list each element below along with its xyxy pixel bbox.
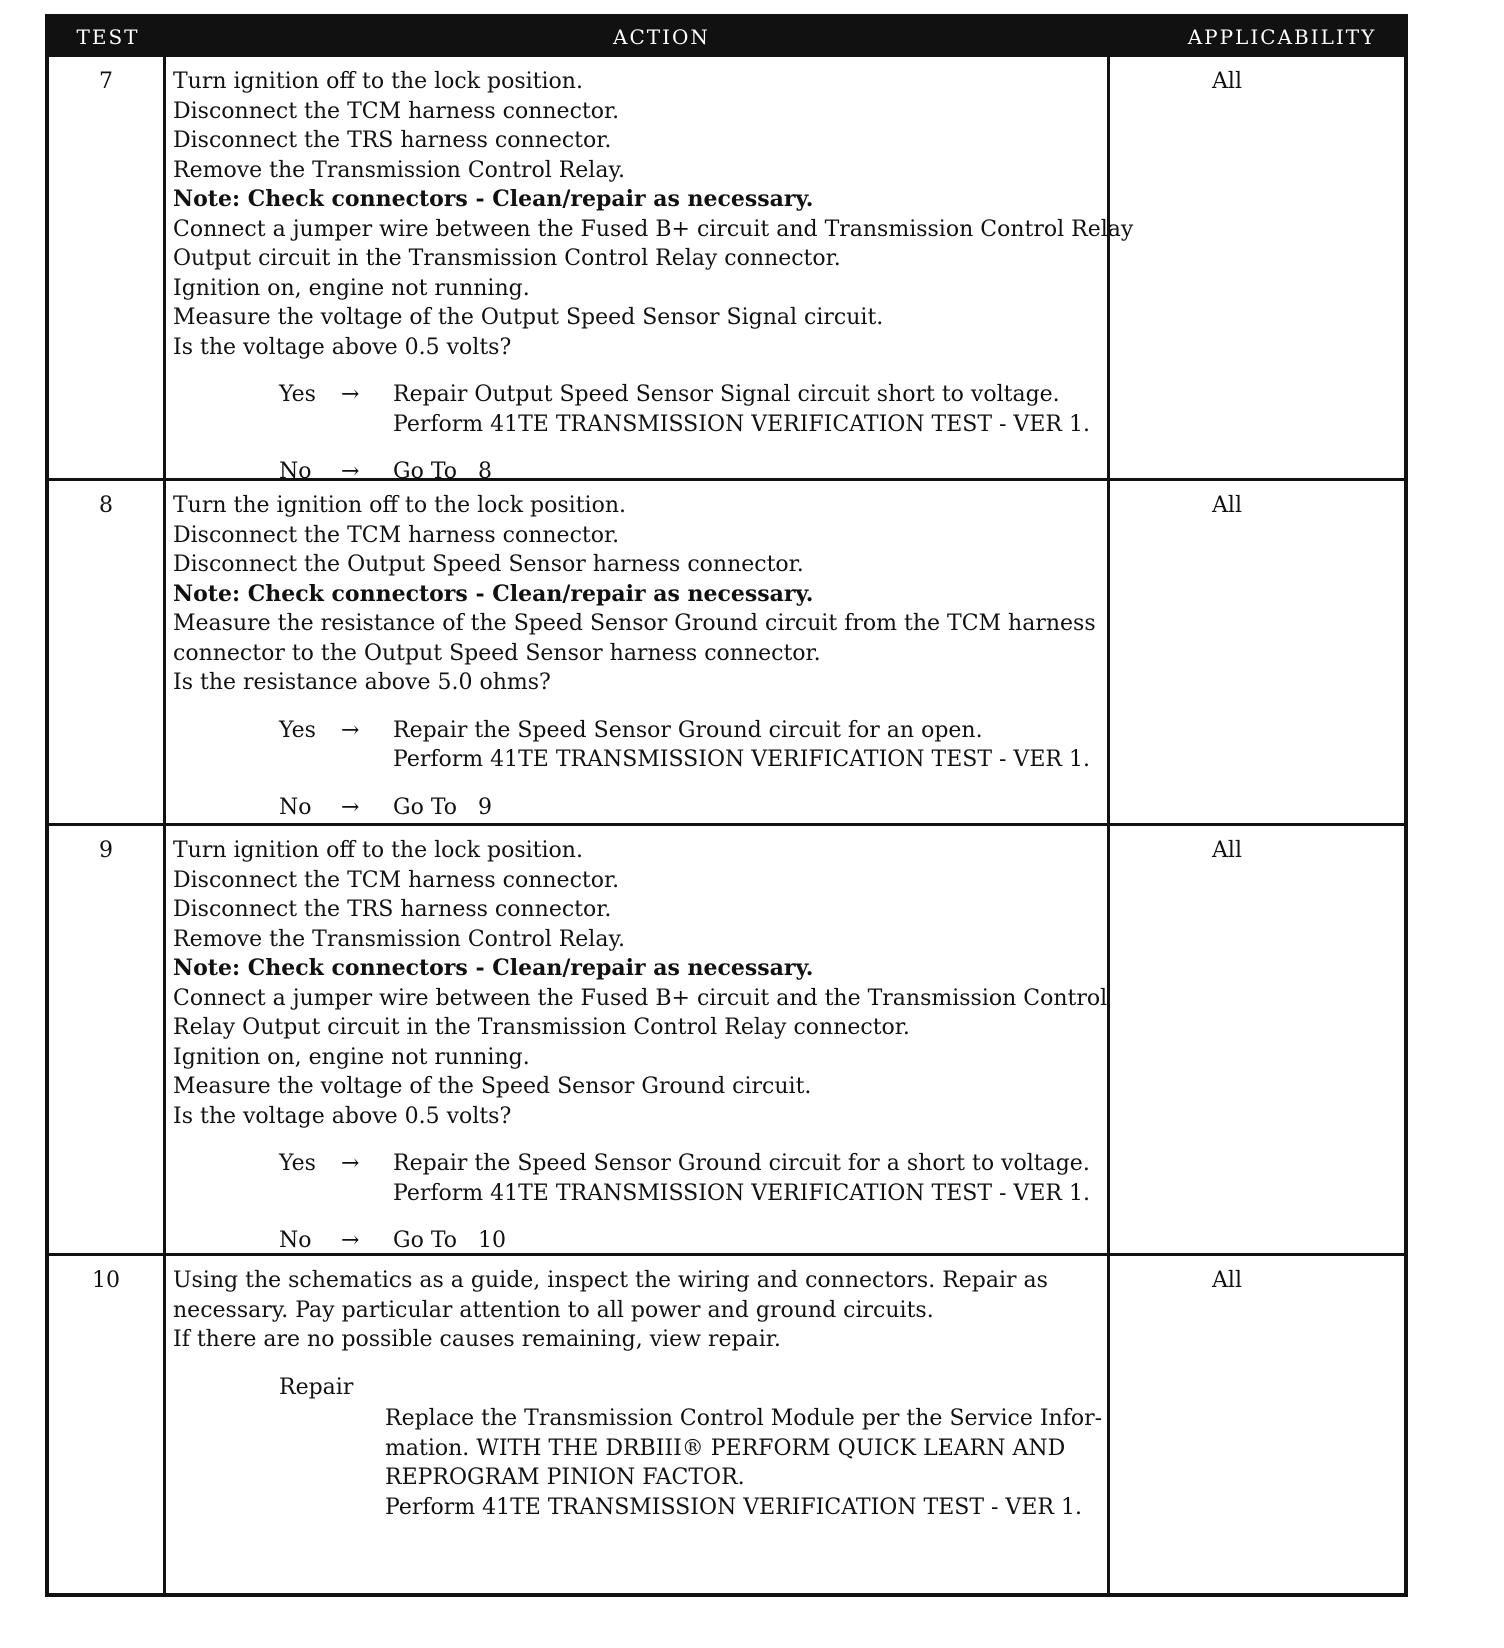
yes-label: Yes bbox=[279, 1151, 316, 1176]
action-line: Disconnect the TRS harness connector. bbox=[173, 897, 612, 922]
table-row bbox=[49, 57, 1404, 484]
action-line: If there are no possible causes remaining, view repair. bbox=[173, 1327, 781, 1352]
repair-line: Perform 41TE TRANSMISSION VERIFICATION TEST - VER 1. bbox=[385, 1494, 1082, 1520]
action-line: necessary. Pay particular attention to all power and ground circuits. bbox=[173, 1297, 934, 1323]
action-line: Disconnect the TCM harness connector. bbox=[173, 98, 620, 124]
action-line: Ignition on, engine not running. bbox=[173, 275, 530, 301]
yes-line: Perform 41TE TRANSMISSION VERIFICATION TEST - VER 1. bbox=[393, 747, 1090, 772]
action-line: Connect a jumper wire between the Fused B+ circuit and Transmission Control Relay bbox=[173, 216, 1134, 242]
table-row bbox=[49, 481, 1404, 823]
action-line: Disconnect the TCM harness connector. bbox=[173, 867, 620, 893]
applicability-cell: All bbox=[1212, 1268, 1242, 1293]
arrow-icon: → bbox=[341, 382, 360, 407]
action-line: Turn ignition off to the lock position. bbox=[173, 838, 583, 863]
arrow-icon: → bbox=[341, 717, 360, 743]
no-text: Go To 10 bbox=[393, 1228, 506, 1253]
action-line: Output circuit in the Transmission Control Relay connector. bbox=[173, 246, 841, 271]
action-cell bbox=[173, 836, 1108, 1256]
repair-line: Replace the Transmission Control Module per the Service Infor- bbox=[385, 1406, 1103, 1431]
arrow-icon: → bbox=[341, 1228, 360, 1253]
note-line: Note: Check connectors - Clean/repair as necessary. bbox=[173, 580, 814, 607]
test-number: 10 bbox=[92, 1268, 120, 1293]
action-cell bbox=[173, 67, 1134, 487]
note-line: Note: Check connectors - Clean/repair as necessary. bbox=[173, 186, 814, 212]
applicability-cell: All bbox=[1212, 838, 1242, 863]
action-line: Remove the Transmission Control Relay. bbox=[173, 926, 625, 952]
yes-label: Yes bbox=[279, 717, 316, 743]
no-label: No bbox=[279, 459, 312, 484]
action-line: Ignition on, engine not running. bbox=[173, 1044, 530, 1070]
action-line: Is the voltage above 0.5 volts? bbox=[173, 334, 512, 360]
yes-line: Perform 41TE TRANSMISSION VERIFICATION TEST - VER 1. bbox=[393, 1180, 1090, 1206]
action-line: Turn ignition off to the lock position. bbox=[173, 69, 583, 94]
no-text: Go To 9 bbox=[393, 794, 492, 820]
action-line: Turn the ignition off to the lock position. bbox=[173, 493, 626, 518]
action-line: Measure the voltage of the Output Speed Sensor Signal circuit. bbox=[173, 305, 884, 330]
arrow-icon: → bbox=[341, 459, 360, 484]
yes-label: Yes bbox=[279, 382, 316, 407]
no-label: No bbox=[279, 794, 312, 820]
yes-response bbox=[279, 716, 1103, 775]
action-line: Is the voltage above 0.5 volts? bbox=[173, 1103, 512, 1129]
action-line: Connect a jumper wire between the Fused B+ circuit and the Transmission Control bbox=[173, 985, 1108, 1011]
table-row bbox=[49, 826, 1404, 1253]
action-line: Is the resistance above 5.0 ohms? bbox=[173, 670, 551, 695]
yes-line: Perform 41TE TRANSMISSION VERIFICATION TEST - VER 1. bbox=[393, 411, 1090, 437]
header-action: ACTION bbox=[613, 25, 710, 49]
yes-response bbox=[279, 1149, 1103, 1208]
yes-response bbox=[279, 380, 1103, 439]
note-line: Note: Check connectors - Clean/repair as necessary. bbox=[173, 955, 814, 981]
table-header bbox=[49, 18, 1404, 57]
yes-line: Repair Output Speed Sensor Signal circuit short to voltage. bbox=[393, 382, 1060, 407]
repair-label: Repair bbox=[279, 1374, 354, 1400]
test-number: 7 bbox=[99, 69, 113, 94]
action-line: connector to the Output Speed Sensor harness connector. bbox=[173, 640, 821, 666]
action-line: Using the schematics as a guide, inspect the wiring and connectors. Repair as bbox=[173, 1268, 1048, 1293]
applicability-cell: All bbox=[1212, 493, 1242, 518]
action-cell bbox=[173, 1266, 1103, 1522]
diagnostic-test-table bbox=[45, 14, 1408, 1597]
action-line: Disconnect the TCM harness connector. bbox=[173, 522, 620, 548]
arrow-icon: → bbox=[341, 794, 360, 820]
test-number: 9 bbox=[99, 838, 113, 863]
action-cell bbox=[173, 491, 1103, 822]
action-line: Measure the resistance of the Speed Sensor Ground circuit from the TCM harness bbox=[173, 611, 1096, 636]
action-line: Measure the voltage of the Speed Sensor Ground circuit. bbox=[173, 1074, 812, 1099]
no-label: No bbox=[279, 1228, 312, 1253]
no-response bbox=[279, 1226, 1103, 1256]
action-line: Relay Output circuit in the Transmission Control Relay connector. bbox=[173, 1015, 910, 1040]
header-applicability: APPLICABILITY bbox=[1187, 25, 1377, 49]
table-row bbox=[49, 1256, 1404, 1558]
no-response bbox=[279, 793, 1103, 823]
repair-line: mation. WITH THE DRBIII® PERFORM QUICK LEARN AND bbox=[385, 1435, 1066, 1461]
action-line: Remove the Transmission Control Relay. bbox=[173, 157, 625, 183]
no-text: Go To 8 bbox=[393, 459, 492, 484]
applicability-cell: All bbox=[1212, 69, 1242, 94]
action-line: Disconnect the TRS harness connector. bbox=[173, 128, 612, 153]
test-number: 8 bbox=[99, 493, 113, 518]
header-test: TEST bbox=[76, 25, 140, 49]
arrow-icon: → bbox=[341, 1151, 360, 1176]
repair-line: REPROGRAM PINION FACTOR. bbox=[385, 1465, 745, 1490]
repair-body bbox=[385, 1404, 1103, 1522]
action-line: Disconnect the Output Speed Sensor harness connector. bbox=[173, 552, 804, 577]
yes-line: Repair the Speed Sensor Ground circuit for an open. bbox=[393, 717, 983, 743]
yes-line: Repair the Speed Sensor Ground circuit for a short to voltage. bbox=[393, 1151, 1090, 1176]
